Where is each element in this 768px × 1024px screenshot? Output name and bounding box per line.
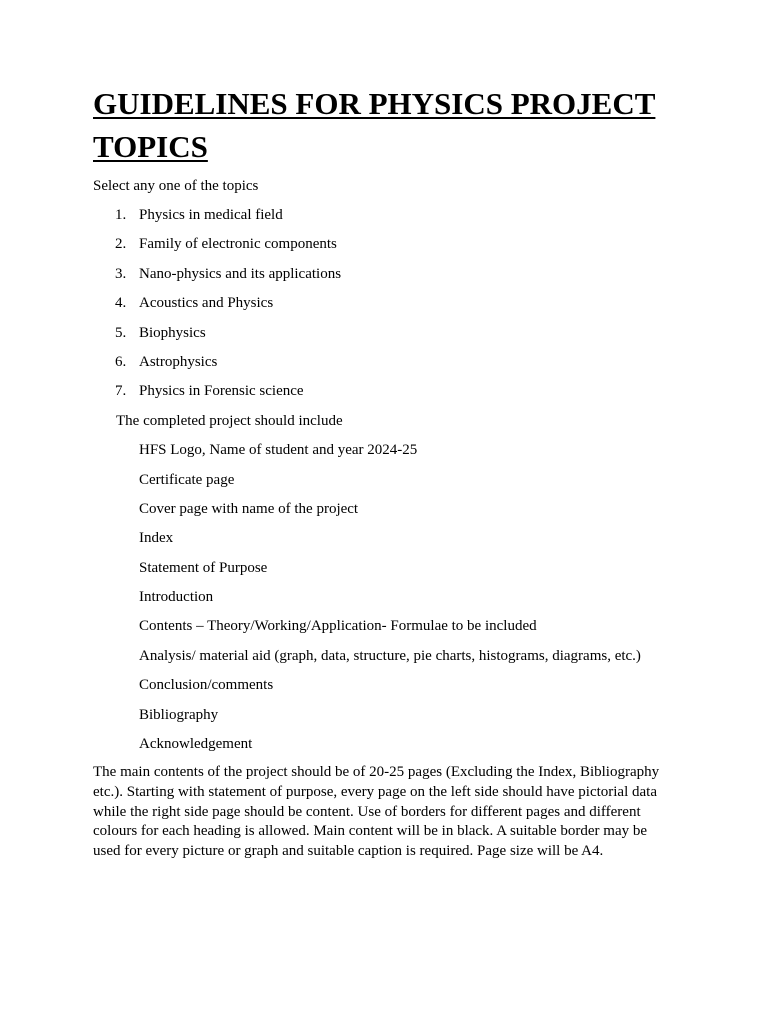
topic-label: Family of electronic components [139, 236, 337, 253]
list-item [93, 323, 678, 352]
topic-label: Physics in medical field [139, 207, 283, 223]
list-item [93, 352, 678, 381]
list-item: Index [139, 530, 174, 547]
list-number: 2. [115, 236, 127, 253]
list-item: Contents – Theory/Working/Application- Formulae to be included [139, 618, 537, 635]
list-item [93, 234, 678, 263]
list-item: Conclusion/comments [139, 677, 274, 694]
list-item: HFS Logo, Name of student and year 2024-25 [139, 442, 418, 459]
list-number: 7. [115, 383, 127, 400]
list-number: 5. [115, 324, 127, 341]
closing-paragraph: The main contents of the project should be of 20-25 pages (Excluding the Index, Bibliography etc.). Starting with statement of purpose, every page on the left side should have pictorial data while the right side page should be content. Use of borders for different pages and different colours for each heading is allowed. Main content will be in black. A suitable border may be used for every picture or graph and suitable caption is required. Page size will be A4. [93, 764, 660, 859]
page-title: GUIDELINES FOR PHYSICS PROJECT TOPICS [93, 86, 656, 164]
include-heading: The completed project should include [116, 412, 343, 429]
intro-text: Select any one of the topics [93, 178, 259, 194]
includes-list [93, 440, 678, 763]
topic-label: Biophysics [139, 324, 206, 341]
list-number: 3. [115, 265, 127, 282]
list-item [93, 293, 678, 322]
list-item: Acknowledgement [139, 736, 253, 753]
list-item: Introduction [139, 589, 214, 606]
topic-label: Astrophysics [139, 353, 218, 370]
topics-list [93, 205, 678, 411]
list-item: Certificate page [139, 471, 235, 488]
topic-label: Nano-physics and its applications [139, 265, 342, 282]
list-item: Bibliography [139, 706, 219, 723]
list-number: 4. [115, 295, 127, 312]
topic-label: Acoustics and Physics [139, 295, 274, 312]
list-item [93, 205, 678, 234]
topic-label: Physics in Forensic science [139, 383, 304, 400]
list-item: Analysis/ material aid (graph, data, structure, pie charts, histograms, diagrams, etc.) [139, 647, 641, 664]
list-item: Cover page with name of the project [139, 500, 359, 517]
list-item [93, 381, 678, 410]
list-number: 1. [115, 207, 127, 223]
list-item [93, 264, 678, 293]
list-item: Statement of Purpose [139, 559, 268, 576]
list-number: 6. [115, 353, 127, 370]
